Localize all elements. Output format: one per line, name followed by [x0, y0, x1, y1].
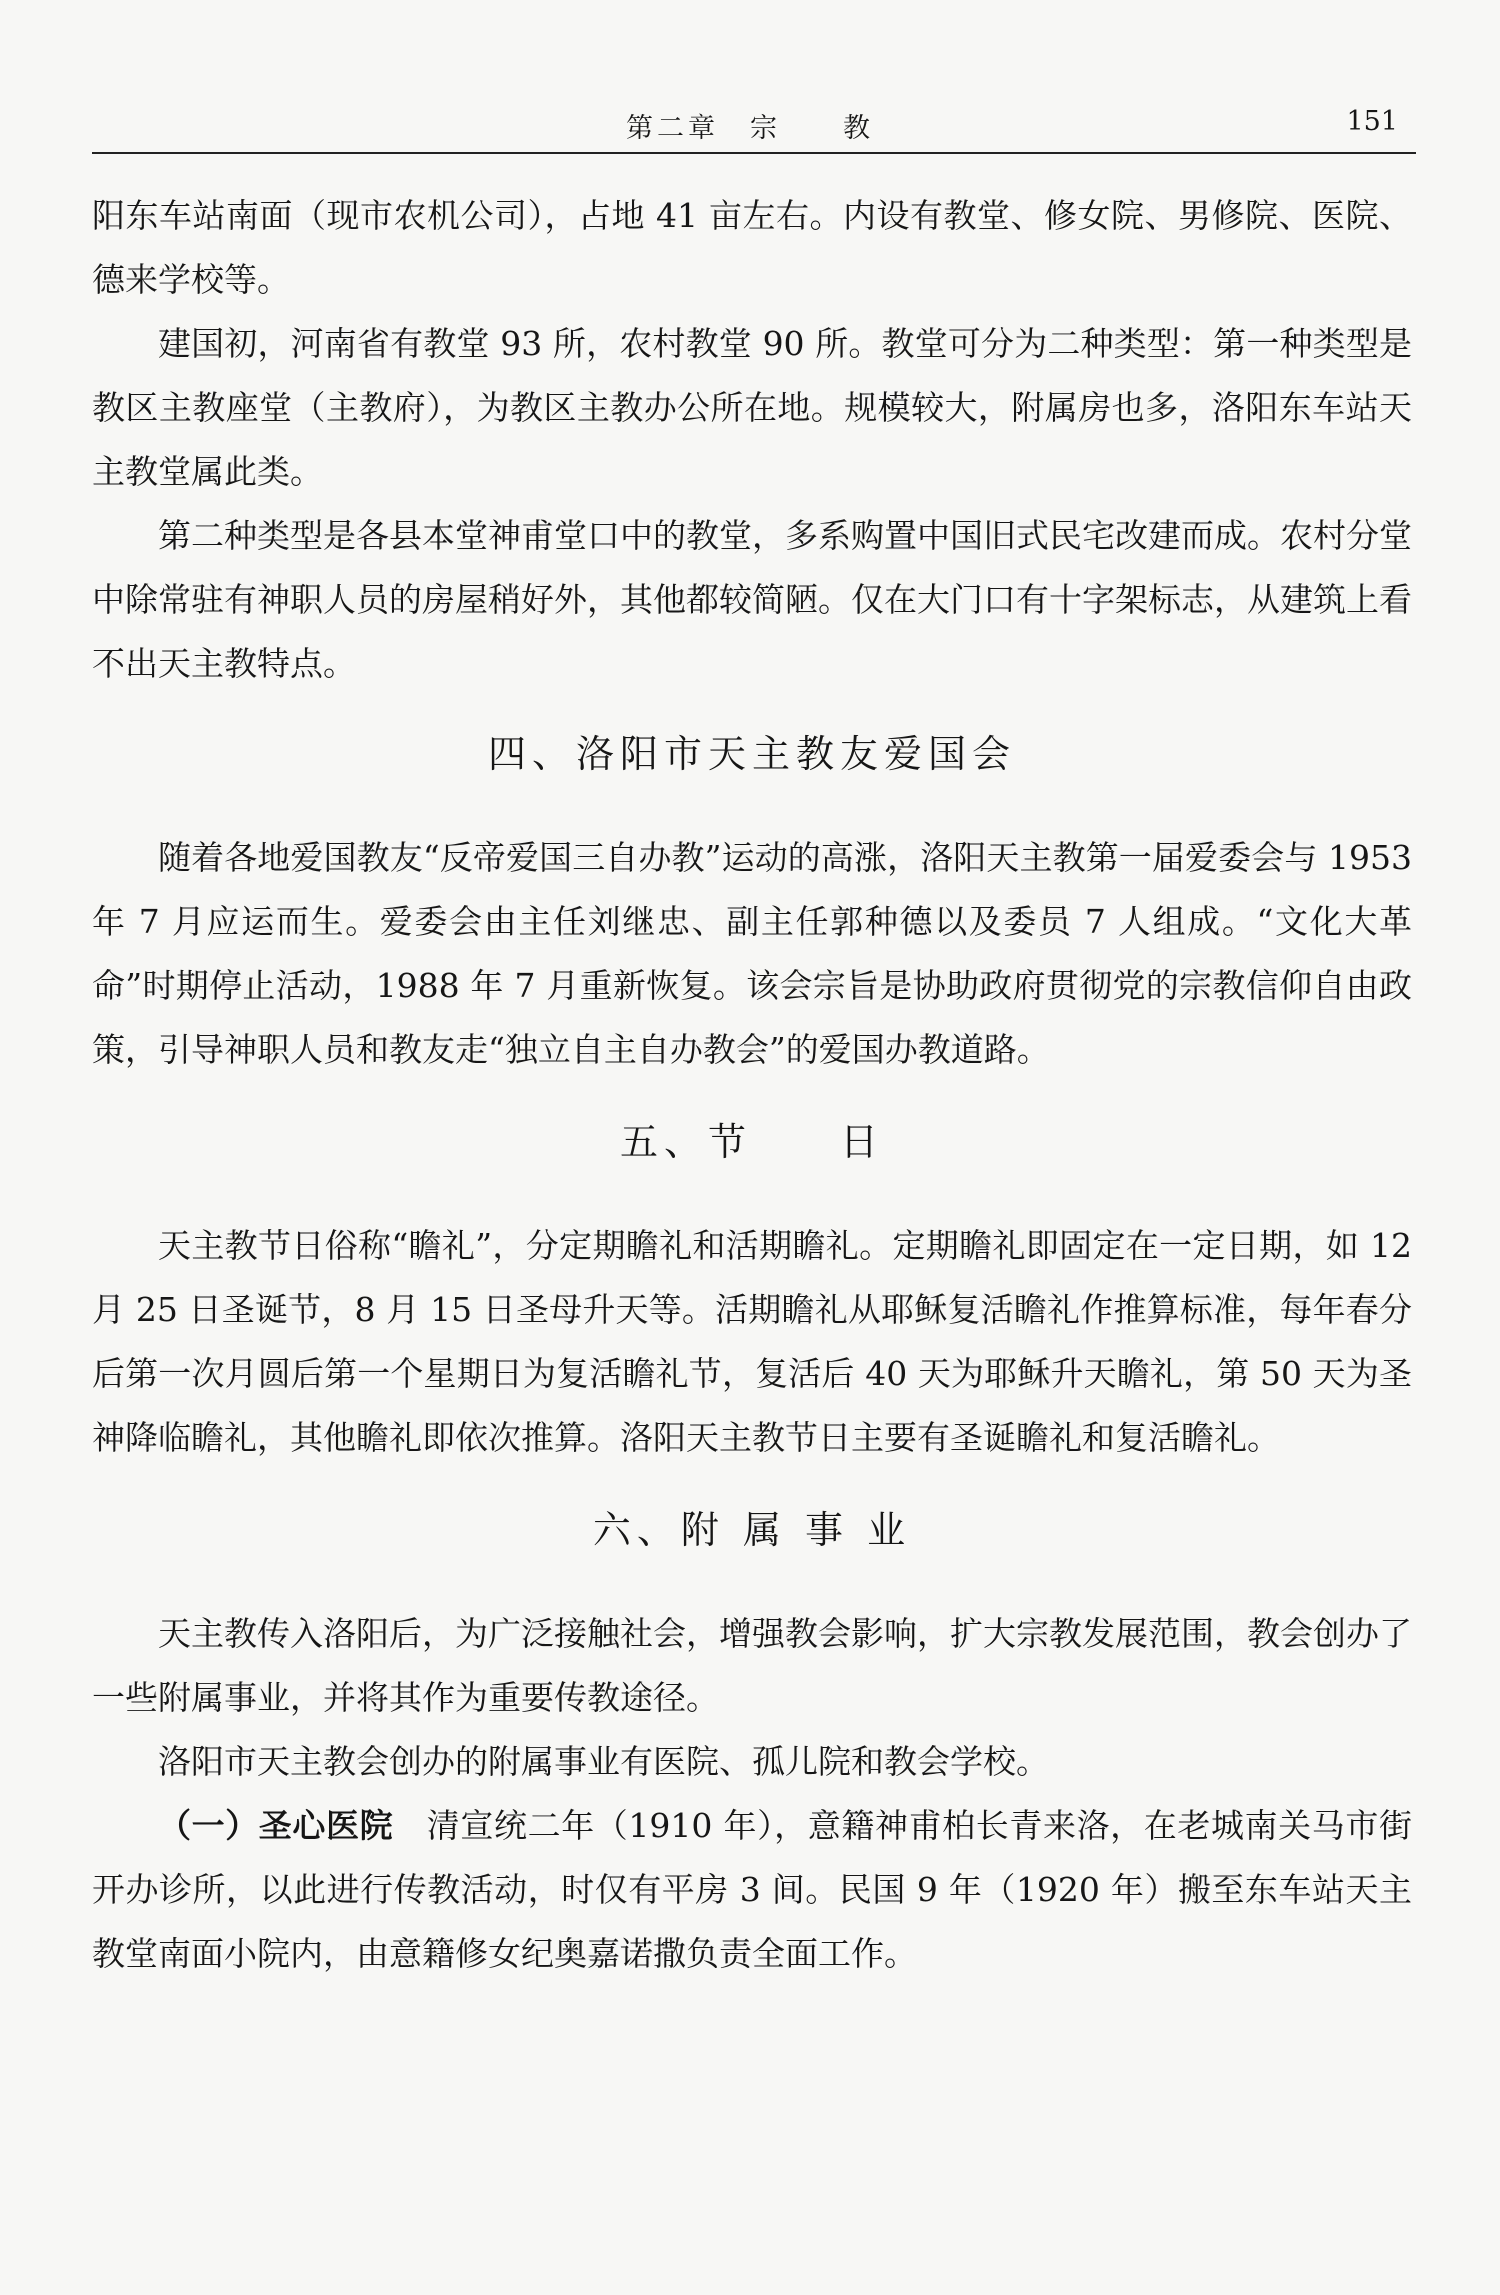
page-number: 151: [1346, 106, 1398, 137]
item-label: （一）圣心医院: [158, 1806, 394, 1845]
paragraph: 洛阳市天主教会创办的附属事业有医院、孤儿院和教会学校。: [158, 1742, 1049, 1781]
header-rule: [92, 152, 1416, 154]
page-body: [92, 184, 1412, 1986]
paragraph: 天主教节日俗称“瞻礼”，分定期瞻礼和活期瞻礼。定期瞻礼即固定在一定日期，如 12 月 25 日圣诞节，8 月 15 日圣母升天等。活期瞻礼从耶稣复活瞻礼作推算标准，每年春分后第一次月圆后第一个星期日为复活瞻礼节，复活后 40 天为耶稣升天瞻礼，第 50 天为圣神降临瞻礼，其他瞻礼即依次推算。洛阳天主教节日主要有圣诞瞻礼和复活瞻礼。: [92, 1226, 1412, 1457]
paragraph: [92, 1794, 1412, 1986]
paragraph: 随着各地爱国教友“反帝爱国三自办教”运动的高涨，洛阳天主教第一届爱委会与 1953 年 7 月应运而生。爱委会由主任刘继忠、副主任郭种德以及委员 7 人组成。“文化大革命”时期停止活动，1988 年 7 月重新恢复。该会宗旨是协助政府贯彻党的宗教信仰自由政策，引导神职人员和教友走“独立自主自办教会”的爱国办教道路。: [92, 838, 1412, 1069]
running-head: [92, 106, 1408, 146]
paragraph: 第二种类型是各县本堂神甫堂口中的教堂，多系购置中国旧式民宅改建而成。农村分堂中除常驻有神职人员的房屋稍好外，其他都较简陋。仅在大门口有十字架标志，从建筑上看不出天主教特点。: [92, 516, 1412, 683]
paragraph: 建国初，河南省有教堂 93 所，农村教堂 90 所。教堂可分为二种类型：第一种类型是教区主教座堂（主教府），为教区主教办公所在地。规模较大，附属房也多，洛阳东车站天主教堂属此类。: [92, 324, 1412, 491]
item-text: 清宣统二年（1910 年），意籍神甫柏长青来洛，在老城南关马市街开办诊所，以此进行传教活动，时仅有平房 3 间。民国 9 年（1920 年）搬至东车站天主教堂南面小院内，由意籍修女纪奥嘉诺撒负责全面工作。: [92, 1806, 1412, 1973]
paragraph: 天主教传入洛阳后，为广泛接触社会，增强教会影响，扩大宗教发展范围，教会创办了一些附属事业，并将其作为重要传教途径。: [92, 1614, 1412, 1717]
chapter-title: 第二章 宗 教: [626, 113, 874, 144]
section-heading: 五、节 日: [619, 1120, 884, 1164]
paragraph: 阳东车站南面（现市农机公司），占地 41 亩左右。内设有教堂、修女院、男修院、医院、德来学校等。: [92, 196, 1412, 299]
section-heading: 六、附 属 事 业: [592, 1508, 912, 1552]
section-heading: 四、洛阳市天主教友爱国会: [487, 732, 1016, 776]
